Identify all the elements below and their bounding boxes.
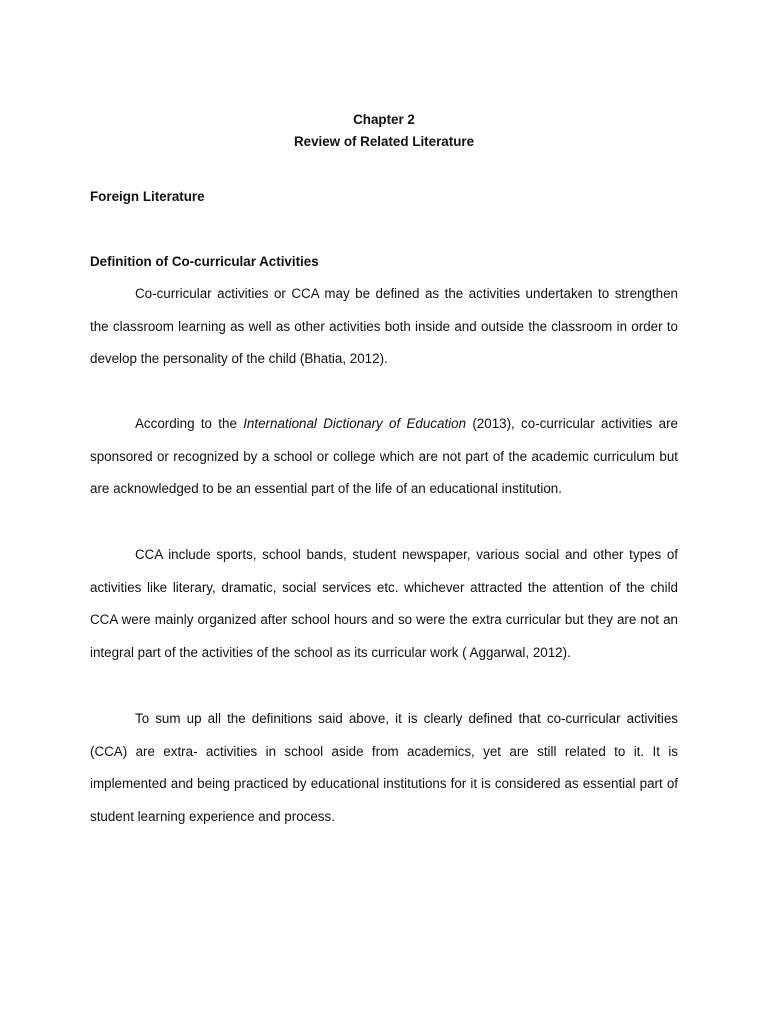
subsection-heading: Definition of Co-curricular Activities <box>90 254 319 269</box>
paragraph-text <box>90 408 678 506</box>
paragraph-text: To sum up all the definitions said above, it is clearly defined that co-curricular activities (CCA) are extra- activities in school aside from academics, yet are still related to it. It is implemented and being practiced by educational institutions for it is considered as essential part of student learning experience and process. <box>90 711 678 825</box>
paragraph-text: Co-curricular activities or CCA may be defined as the activities undertaken to strengthen the classroom learning as well as other activities both inside and outside the classroom in order to develop the personality of the child (Bhatia, 2012). <box>90 286 678 367</box>
paragraph-text-before: According to the <box>135 416 244 431</box>
chapter-number: Chapter 2 <box>353 112 415 127</box>
paragraph-2 <box>90 408 678 506</box>
cited-title: International Dictionary of Education <box>243 416 467 431</box>
paragraph-text: CCA include sports, school bands, student newspaper, various social and other types of activities like literary, dramatic, social services etc. whichever attracted the attention of the child CCA were mainly organized after school hours and so were the extra curricular but they are not an integral part of the activities of the school as its curricular work ( Aggarwal, 2012). <box>90 547 678 661</box>
paragraph-4 <box>90 703 678 834</box>
paragraph-3 <box>90 539 678 670</box>
paragraph-text-after: (2013), co-curricular activities are sponsored or recognized by a school or college which are not part of the academic curriculum but are acknowledged to be an essential part of the life of an educational institution. <box>90 416 678 497</box>
chapter-title: Review of Related Literature <box>293 134 475 149</box>
section-heading: Foreign Literature <box>90 189 205 204</box>
paragraph-1 <box>90 278 678 376</box>
